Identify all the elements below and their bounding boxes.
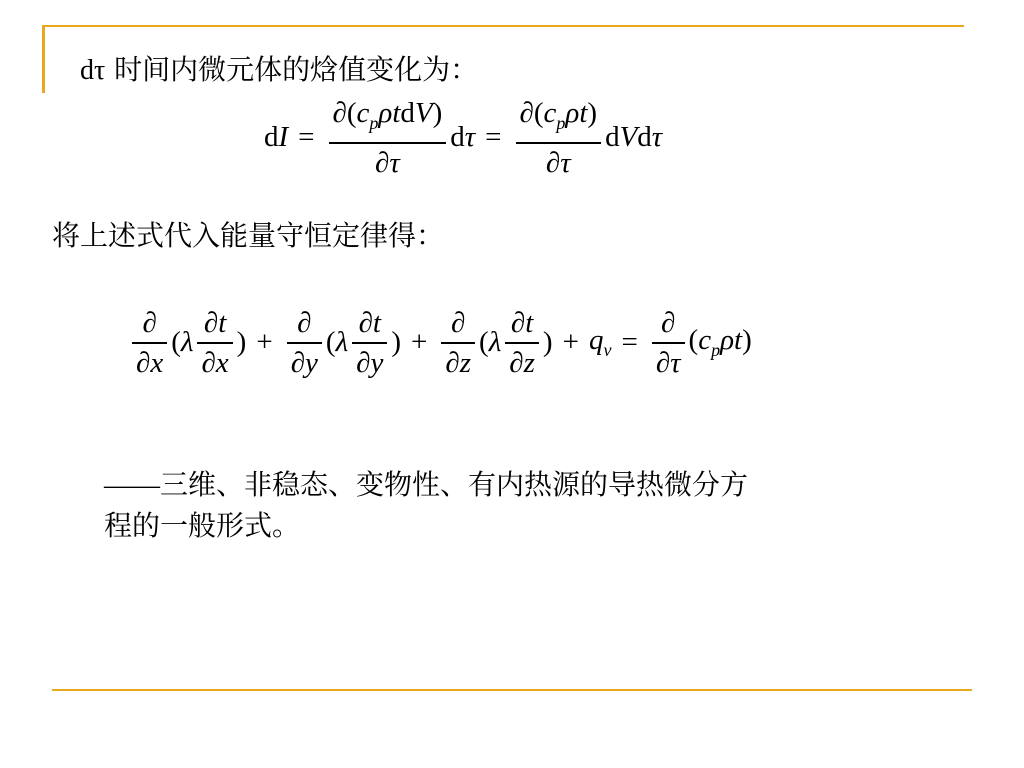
fraction: $\frac{\partial t}{\partial x}$ bbox=[197, 306, 232, 380]
heat-conduction-equation: $\frac{\partial}{\partial x}$ (λ $\frac{\partial t}{\partial x}$ ) + $\frac{\partial}{\partial y}$ (λ $\frac{\partial t}{\partial y}$ ) + $\frac{\partial}{\partial z}$ (λ $\frac{\partial t}{\partial z}$ ) + $q_v$ = $\frac{\partial}{\partial\tau}$ $(c_p\rho t)$ bbox=[128, 306, 752, 380]
fraction: $\frac{\partial t}{\partial z}$ bbox=[505, 306, 539, 380]
em-dash: —— bbox=[104, 470, 160, 501]
bottom-rule bbox=[52, 689, 972, 691]
fraction: $\frac{\partial}{\partial y}$ bbox=[287, 306, 322, 380]
fraction: $\frac{\partial}{\partial z}$ bbox=[441, 306, 475, 380]
equation-description bbox=[104, 465, 904, 546]
heading-line bbox=[80, 52, 478, 89]
description-line-2: 程的一般形式。 bbox=[104, 509, 301, 542]
left-rule bbox=[42, 25, 45, 93]
fraction: $\frac{\partial(c_p\rho tdV)}{\partial\tau}$ bbox=[329, 96, 447, 180]
fraction: $\frac{\partial(c_p\rho t)}{\partial\tau}$ bbox=[516, 96, 602, 180]
description-line-1: 三维、非稳态、变物性、有内热源的导热微分方 bbox=[160, 468, 749, 501]
fraction: $\frac{\partial t}{\partial y}$ bbox=[352, 306, 387, 380]
top-rule bbox=[42, 25, 964, 27]
enthalpy-equation: dI = $\frac{\partial(c_p\rho tdV)}{\partial\tau}$ dτ = $\frac{\partial(c_p\rho t)}{\partial\tau}$ dVdτ bbox=[264, 97, 663, 179]
substitution-line: 将上述式代入能量守恒定律得： bbox=[52, 219, 445, 252]
fraction: $\frac{\partial}{\partial x}$ bbox=[132, 306, 167, 380]
heading-symbol: dτ bbox=[80, 55, 106, 86]
heading-text: 时间内微元体的焓值变化为： bbox=[105, 53, 479, 86]
fraction: $\frac{\partial}{\partial\tau}$ bbox=[652, 306, 685, 380]
